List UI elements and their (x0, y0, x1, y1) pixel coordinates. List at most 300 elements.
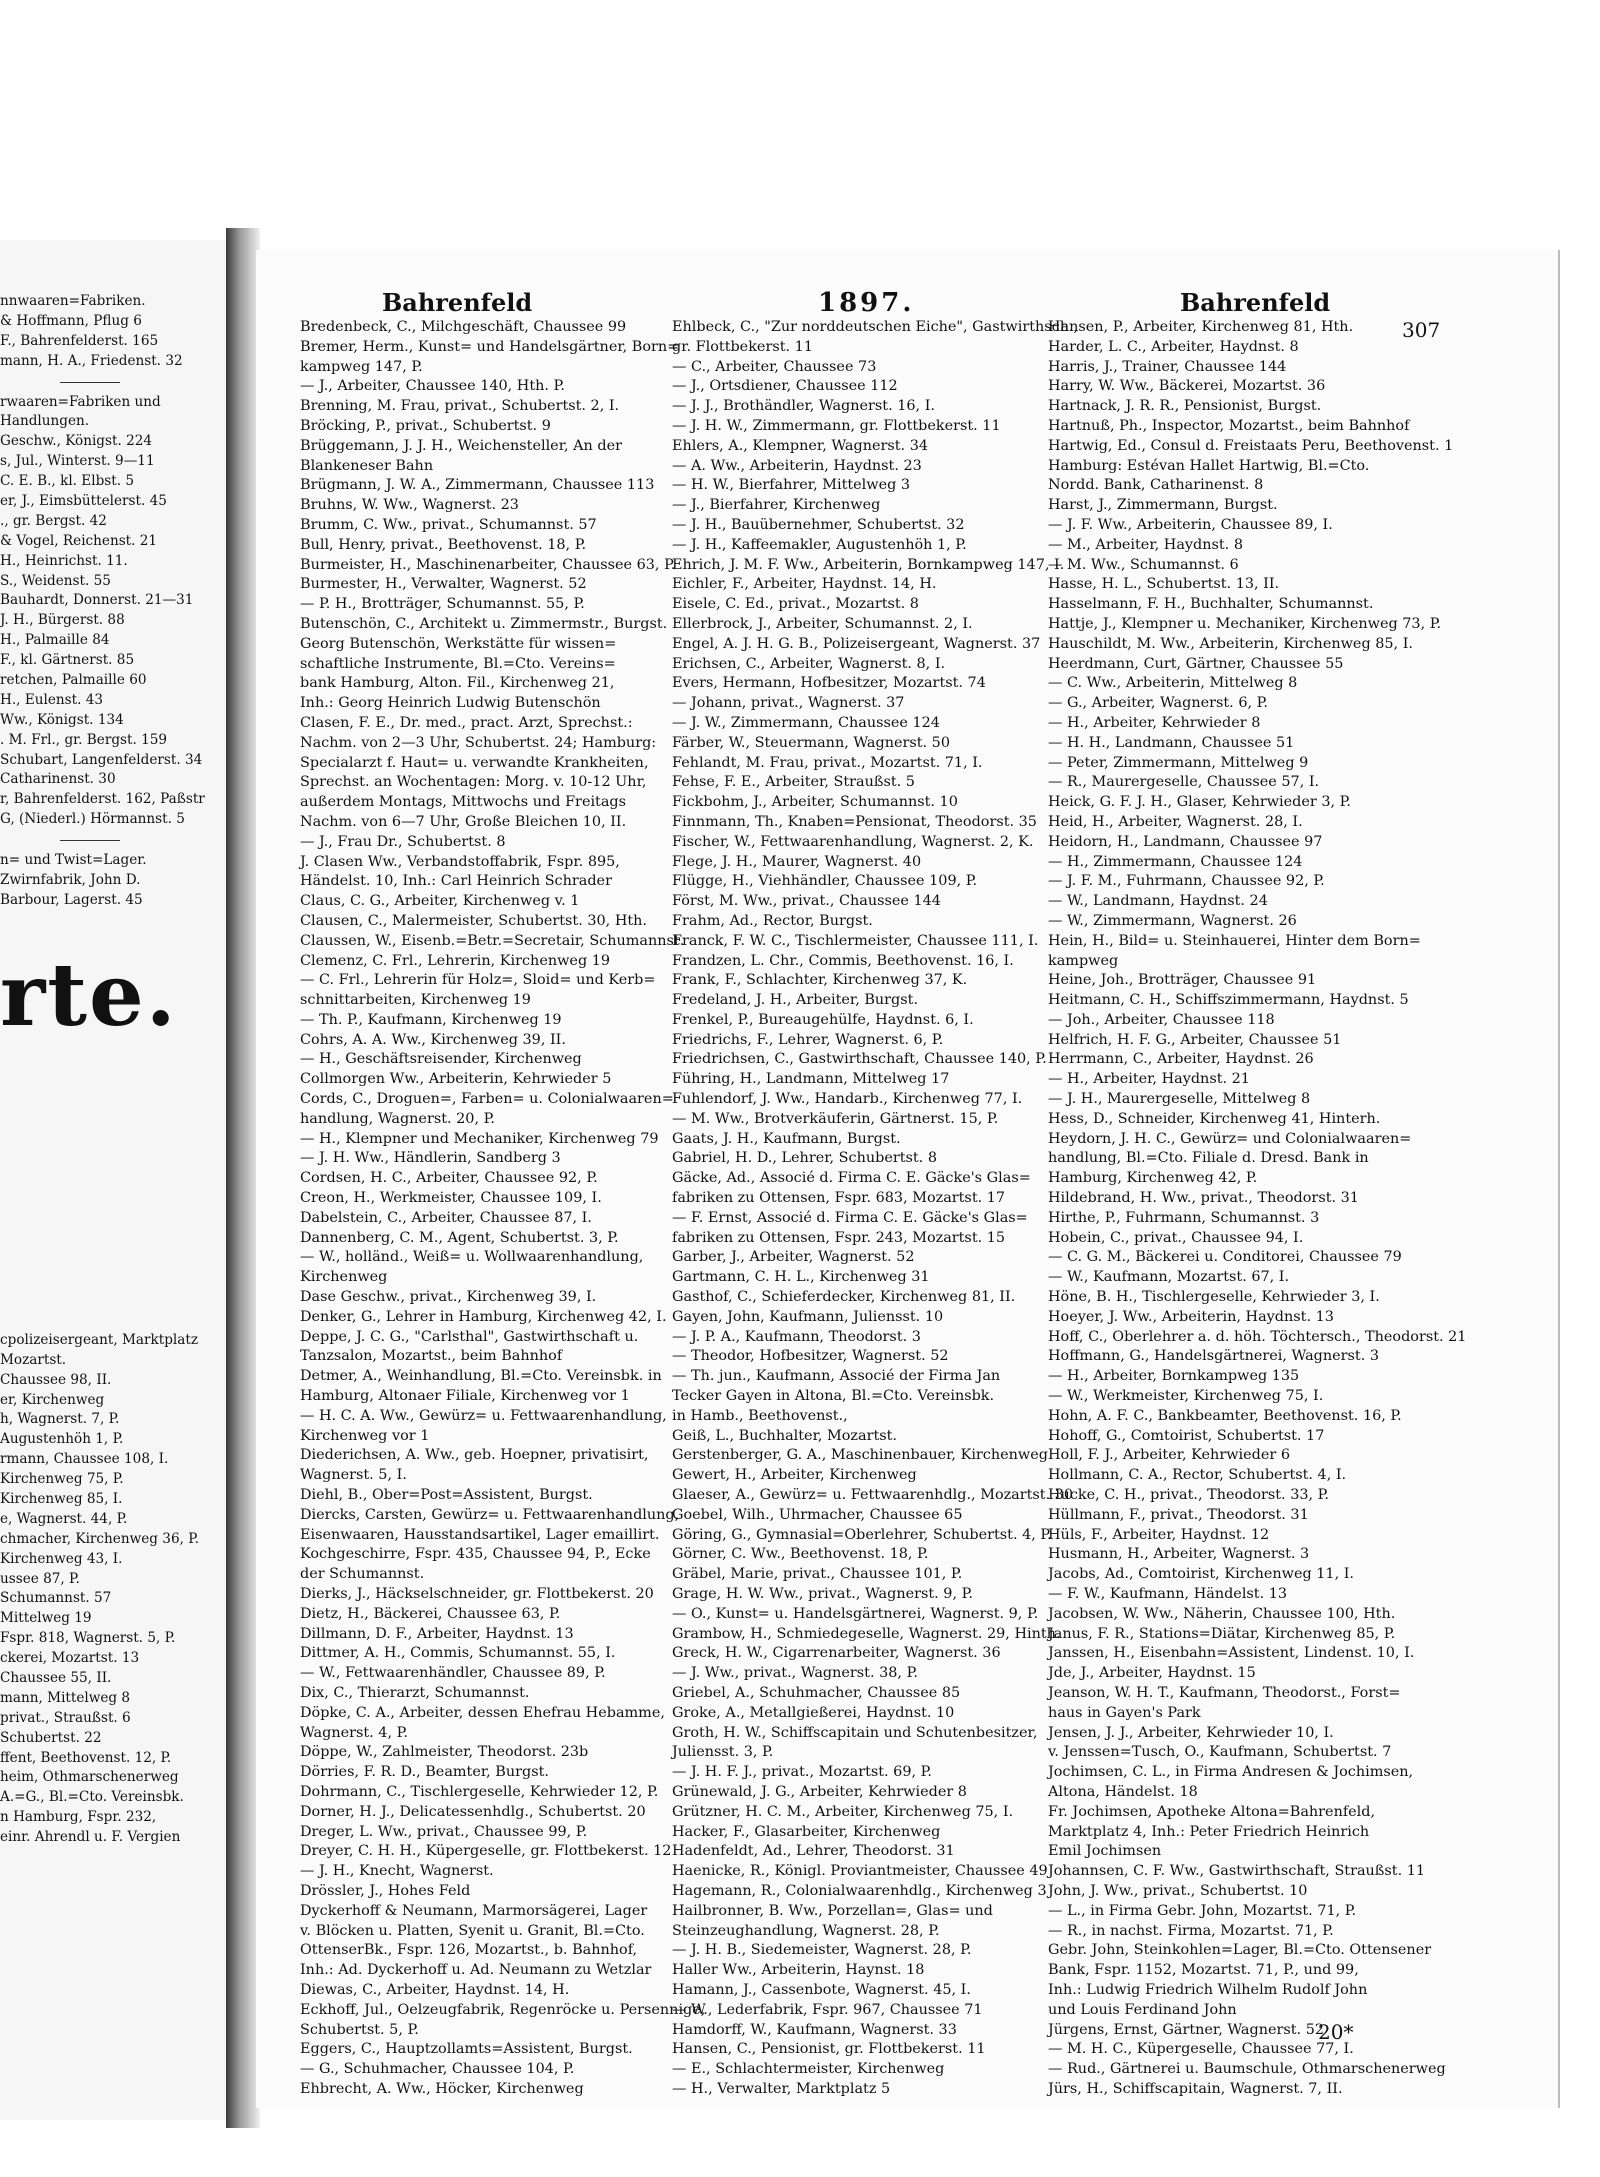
left-page-line: mann, Mittelweg 8 (0, 1689, 131, 1706)
directory-entry-line: Gartmann, C. H. L., Kirchenweg 31 (672, 1269, 930, 1286)
directory-entry-line: Gaats, J. H., Kaufmann, Burgst. (672, 1130, 901, 1147)
left-page-line: Mittelweg 19 (0, 1610, 92, 1627)
directory-entry-line: Heerdmann, Curt, Gärtner, Chaussee 55 (1048, 655, 1344, 672)
left-page-line: nnwaaren=Fabriken. (0, 293, 146, 309)
directory-entry-line: Griebel, A., Schuhmacher, Chaussee 85 (672, 1684, 961, 1701)
directory-entry-line: Hamburg: Estévan Hallet Hartwig, Bl.=Cto. (1048, 457, 1370, 474)
directory-entry-line: Cohrs, A. A. Ww., Kirchenweg 39, II. (300, 1031, 566, 1048)
directory-entry-line: Ehbrecht, A. Ww., Höcker, Kirchenweg (300, 2080, 584, 2097)
directory-entry-line: Höne, B. H., Tischlergeselle, Kehrwieder 3, I. (1048, 1289, 1380, 1306)
directory-entry-line: Brüggemann, J. J. H., Weichensteller, An der (300, 437, 622, 454)
left-page-line: G, (Niederl.) Hörmannst. 5 (0, 811, 185, 828)
directory-entry-line: Hess, D., Schneider, Kirchenweg 41, Hinterh. (1048, 1110, 1381, 1127)
directory-entry-line: Hasselmann, F. H., Buchhalter, Schumannst. (1048, 596, 1374, 613)
directory-entry-line: in Hamb., Beethovenst., (672, 1407, 848, 1424)
directory-entry-line: Bredenbeck, C., Milchgeschäft, Chaussee 99 (300, 319, 627, 335)
directory-entry-line: Hagemann, R., Colonialwaarenhdlg., Kirchenweg 3 (672, 1882, 1047, 1899)
directory-entry-line: Ellerbrock, J., Arbeiter, Schumannst. 2, I. (672, 615, 973, 632)
directory-entry-line: Hasse, H. L., Schubertst. 13, II. (1048, 576, 1280, 593)
directory-entry-line: Führing, H., Landmann, Mittelweg 17 (672, 1071, 950, 1088)
directory-entry-line: Dyckerhoff & Neumann, Marmorsägerei, Lager (300, 1902, 648, 1919)
directory-entry-line: Jochimsen, C. L., in Firma Andresen & Jochimsen, (1048, 1764, 1414, 1781)
directory-entry-line: Jacobsen, W. Ww., Näherin, Chaussee 100, Hth. (1048, 1605, 1396, 1622)
page-number: 307 (1402, 318, 1441, 342)
directory-entry-line: Franck, F. W. C., Tischlermeister, Chaussee 111, I. (672, 932, 1039, 949)
directory-entry-line: Fredeland, J. H., Arbeiter, Burgst. (672, 992, 919, 1009)
directory-entry-line: — E., Schlachtermeister, Kirchenweg (672, 2061, 945, 2078)
directory-entry-line: Hamdorff, W., Kaufmann, Wagnerst. 33 (672, 2021, 957, 2038)
directory-entry-line: Hartnack, J. R. R., Pensionist, Burgst. (1048, 398, 1322, 415)
directory-entry-line: Hirthe, P., Fuhrmann, Schumannst. 3 (1048, 1209, 1320, 1226)
left-page-line: Catharinenst. 30 (0, 771, 116, 788)
directory-entry-line: Grützner, H. C. M., Arbeiter, Kirchenweg 75, I. (672, 1803, 1014, 1820)
left-page-line: Kirchenweg 43, I. (0, 1550, 123, 1567)
directory-entry-line: Hamburg, Altonaer Filiale, Kirchenweg vor 1 (300, 1388, 630, 1405)
directory-entry-line: Brenning, M. Frau, privat., Schubertst. 2, I. (300, 398, 620, 415)
directory-entry-line: Heydorn, J. H. C., Gewürz= und Colonialwaaren= (1048, 1130, 1412, 1147)
directory-entry-line: Dörries, F. R. D., Beamter, Burgst. (300, 1764, 549, 1781)
directory-entry-line: Dierks, J., Häckselschneider, gr. Flottbekerst. 20 (300, 1586, 654, 1602)
directory-entry-line: — C. G. M., Bäckerei u. Conditorei, Chaussee 79 (1048, 1249, 1402, 1266)
directory-entry-line: Händelst. 10, Inh.: Carl Heinrich Schrader (300, 873, 612, 890)
directory-entry-line: — W., Landmann, Haydnst. 24 (1048, 893, 1268, 910)
directory-entry-line: Dorner, H. J., Delicatessenhdlg., Schubertst. 20 (300, 1803, 646, 1820)
left-page-line: Handlungen. (0, 413, 90, 430)
directory-entry-line: — C. Frl., Lehrerin für Holz=, Sloid= und Kerb= (300, 972, 656, 989)
directory-entry-line: — P. H., Brotträger, Schumannst. 55, P. (300, 596, 585, 613)
directory-entry-line: — F. Ernst, Associé d. Firma C. E. Gäcke's Glas= (672, 1209, 1028, 1226)
directory-entry-line: Nachm. von 2—3 Uhr, Schubertst. 24; Hamburg: (300, 734, 657, 751)
directory-entry-line: — J. Ww., privat., Wagnerst. 38, P. (672, 1665, 918, 1682)
directory-entry-line: — R., in nachst. Firma, Mozartst. 71, P. (1048, 1922, 1334, 1939)
directory-entry-line: Heitmann, C. H., Schiffszimmermann, Haydnst. 5 (1048, 992, 1409, 1009)
directory-entry-line: Döppe, W., Zahlmeister, Theodorst. 23b (300, 1744, 589, 1761)
directory-entry-line: — Th. jun., Kaufmann, Associé der Firma Jan (672, 1368, 1001, 1385)
directory-entry-line: — J. H. Ww., Händlerin, Sandberg 3 (300, 1150, 561, 1167)
left-page-line: ussee 87, P. (0, 1570, 80, 1587)
directory-entry-line: Hansen, P., Arbeiter, Kirchenweg 81, Hth. (1048, 319, 1354, 335)
directory-entry-line: fabriken zu Ottensen, Fspr. 243, Mozartst. 15 (672, 1229, 1006, 1246)
directory-entry-line: Engel, A. J. H. G. B., Polizeisergeant, Wagnerst. 37 (672, 635, 1041, 652)
directory-entry-line: Husmann, H., Arbeiter, Wagnerst. 3 (1048, 1546, 1310, 1563)
directory-entry-line: Eisele, C. Ed., privat., Mozartst. 8 (672, 596, 919, 613)
left-page-line: C. E. B., kl. Elbst. 5 (0, 473, 135, 490)
directory-entry-line: handlung, Bl.=Cto. Filiale d. Dresd. Bank in (1048, 1150, 1369, 1167)
directory-entry-line: Steinzeughandlung, Wagnerst. 28, P. (672, 1922, 940, 1939)
directory-entry-line: — H. W., Bierfahrer, Mittelweg 3 (672, 477, 911, 494)
directory-entry-line: Frank, F., Schlachter, Kirchenweg 37, K. (672, 972, 968, 989)
directory-entry-line: Fischer, W., Fettwaarenhandlung, Wagnerst. 2, K. (672, 833, 1034, 850)
directory-entry-line: Brumm, C. Ww., privat., Schumannst. 57 (300, 516, 597, 533)
left-page-line: ffent, Beethovenst. 12, P. (0, 1749, 172, 1766)
directory-entry-line: Göring, G., Gymnasial=Oberlehrer, Schubertst. 4, P. (672, 1526, 1052, 1543)
directory-entry-line: — J. J., Brothändler, Wagnerst. 16, I. (672, 398, 935, 415)
running-head-left: Bahrenfeld (382, 288, 533, 317)
directory-entry-line: Dix, C., Thierarzt, Schumannst. (300, 1684, 530, 1701)
left-page-divider (60, 840, 120, 841)
directory-entry-line: Gayen, John, Kaufmann, Juliensst. 10 (672, 1308, 944, 1325)
directory-entry-line: — A. Ww., Arbeiterin, Haydnst. 23 (672, 457, 922, 474)
directory-entry-line: Garber, J., Arbeiter, Wagnerst. 52 (672, 1249, 915, 1266)
left-page-line: H., Heinrichst. 11. (0, 552, 128, 569)
directory-entry-line: Fehlandt, M. Frau, privat., Mozartst. 71, I. (672, 754, 983, 771)
directory-entry-line: Gewert, H., Arbeiter, Kirchenweg (672, 1467, 917, 1484)
directory-entry-line: Fr. Jochimsen, Apotheke Altona=Bahrenfeld, (1048, 1803, 1376, 1820)
directory-entry-line: — J. H. W., Zimmermann, gr. Flottbekerst. 11 (672, 417, 1001, 434)
directory-entry-line: Greck, H. W., Cigarrenarbeiter, Wagnerst. 36 (672, 1645, 1001, 1662)
directory-entry-line: — G., Schuhmacher, Chaussee 104, P. (300, 2061, 575, 2078)
running-head-year: 1897. (818, 288, 915, 318)
directory-entry-line: haus in Gayen's Park (1048, 1704, 1201, 1721)
directory-entry-line: Nordd. Bank, Catharinenst. 8 (1048, 477, 1264, 494)
left-page-line: Bauhardt, Donnerst. 21—31 (0, 592, 194, 609)
signature-mark: 20* (1318, 2020, 1354, 2044)
directory-entry-line: Kochgeschirre, Fspr. 435, Chaussee 94, P., Ecke (300, 1546, 651, 1563)
directory-entry-line: Cords, C., Droguen=, Farben= u. Colonialwaaren= (300, 1091, 674, 1108)
directory-entry-line: Goebel, Wilh., Uhrmacher, Chaussee 65 (672, 1506, 963, 1523)
directory-entry-line: Hadenfeldt, Ad., Lehrer, Theodorst. 31 (672, 1843, 955, 1860)
directory-entry-line: Herrmann, C., Arbeiter, Haydnst. 26 (1048, 1051, 1314, 1068)
directory-entry-line: Fehse, F. E., Arbeiter, Straußst. 5 (672, 774, 915, 791)
directory-entry-line: Först, M. Ww., privat., Chaussee 144 (672, 893, 941, 910)
directory-entry-line: Kirchenweg (300, 1269, 388, 1286)
directory-entry-line: — M., Arbeiter, Haydnst. 8 (1048, 536, 1243, 553)
directory-entry-line: — M. Ww., Schumannst. 6 (1048, 556, 1239, 573)
directory-entry-line: — M. H. C., Küpergeselle, Chaussee 77, I. (1048, 2041, 1354, 2058)
directory-entry-line: — H., Klempner und Mechaniker, Kirchenweg 79 (300, 1130, 659, 1147)
directory-entry-line: Hamann, J., Cassenbote, Wagnerst. 45, I. (672, 1981, 971, 1998)
directory-entry-line: — H. H., Landmann, Chaussee 51 (1048, 734, 1295, 751)
left-page-line: Augustenhöh 1, P. (0, 1431, 124, 1448)
left-page-line: einr. Ahrendl u. F. Vergien (0, 1829, 181, 1846)
left-page-line: Mozartst. (0, 1351, 67, 1368)
directory-entry-line: Hüllmann, F., privat., Theodorst. 31 (1048, 1506, 1309, 1523)
left-page-line: rmann, Chaussee 108, I. (0, 1451, 169, 1468)
directory-entry-line: Grünewald, J. G., Arbeiter, Kehrwieder 8 (672, 1783, 967, 1800)
directory-entry-line: — J. H., Bauübernehmer, Schubertst. 32 (672, 516, 965, 533)
directory-entry-line: Inh.: Ludwig Friedrich Wilhelm Rudolf John (1048, 1981, 1368, 1998)
directory-entry-line: — H., Arbeiter, Bornkampweg 135 (1048, 1368, 1300, 1385)
directory-entry-line: Janssen, H., Eisenbahn=Assistent, Lindenst. 10, I. (1048, 1645, 1415, 1662)
directory-entry-line: Tanzsalon, Mozartst., beim Bahnhof (300, 1348, 563, 1365)
directory-entry-line: Denker, G., Lehrer in Hamburg, Kirchenweg 42, I. (300, 1308, 667, 1325)
directory-entry-line: — H., Arbeiter, Kehrwieder 8 (1048, 714, 1261, 731)
directory-entry-line: — H., Verwalter, Marktplatz 5 (672, 2080, 891, 2097)
left-page-text (0, 292, 228, 1848)
directory-column-3 (1048, 318, 1467, 2100)
directory-entry-line: — J. H., Kaffeemakler, Augustenhöh 1, P. (672, 536, 967, 553)
directory-entry-line: J. Clasen Ww., Verbandstoffabrik, Fspr. 895, (300, 853, 620, 870)
directory-entry-line: Döpke, C. A., Arbeiter, dessen Ehefrau Hebamme, (300, 1704, 665, 1721)
directory-entry-line: gr. Flottbekerst. 11 (672, 338, 813, 355)
directory-entry-line: Friedrichsen, C., Gastwirthschaft, Chaussee 140, P. (672, 1051, 1047, 1068)
directory-entry-line: Hoeyer, J. Ww., Arbeiterin, Haydnst. 13 (1048, 1308, 1334, 1325)
directory-entry-line: — J., Arbeiter, Chaussee 140, Hth. P. (300, 378, 565, 395)
directory-entry-line: Hollmann, C. A., Rector, Schubertst. 4, I. (1048, 1467, 1347, 1484)
directory-entry-line: Dittmer, A. H., Commis, Schumannst. 55, I. (300, 1645, 616, 1662)
directory-entry-line: Hildebrand, H. Ww., privat., Theodorst. 31 (1048, 1190, 1359, 1207)
directory-entry-line: Cordsen, H. C., Arbeiter, Chaussee 92, P. (300, 1170, 598, 1187)
left-page-line: Chaussee 55, II. (0, 1669, 112, 1686)
left-page-line: chmacher, Kirchenweg 36, P. (0, 1530, 199, 1547)
left-page-line: rwaaren=Fabriken und (0, 393, 161, 410)
directory-entry-line: Clausen, C., Malermeister, Schubertst. 30, Hth. (300, 912, 648, 929)
directory-entry-line: Gebr. John, Steinkohlen=Lager, Bl.=Cto. Ottensener (1048, 1942, 1432, 1959)
directory-entry-line: Haller Ww., Arbeiterin, Haynst. 18 (672, 1962, 925, 1979)
directory-entry-line: Hamburg, Kirchenweg 42, P. (1048, 1170, 1258, 1187)
directory-entry-line: Jürgens, Ernst, Gärtner, Wagnerst. 52 (1048, 2021, 1325, 2038)
directory-entry-line: — O., Kunst= u. Handelsgärtnerei, Wagnerst. 9, P. (672, 1605, 1039, 1622)
directory-entry-line: Grage, H. W. Ww., privat., Wagnerst. 9, P. (672, 1586, 973, 1602)
running-head-right: Bahrenfeld (1180, 288, 1331, 317)
directory-entry-line: — J., Frau Dr., Schubertst. 8 (300, 833, 506, 850)
directory-entry-line: — H., Zimmermann, Chaussee 124 (1048, 853, 1303, 870)
directory-entry-line: Evers, Hermann, Hofbesitzer, Mozartst. 74 (672, 675, 986, 692)
left-page-line: h, Wagnerst. 7, P. (0, 1411, 120, 1428)
directory-entry-line: Flügge, H., Viehhändler, Chaussee 109, P. (672, 873, 978, 890)
left-page-line: Schumannst. 57 (0, 1590, 112, 1607)
directory-entry-line: Blankeneser Bahn (300, 457, 434, 474)
directory-entry-line: Dreyer, C. H. H., Küpergeselle, gr. Flottbekerst. 12 (300, 1843, 672, 1860)
directory-entry-line: Jensen, J. J., Arbeiter, Kehrwieder 10, I. (1048, 1724, 1334, 1741)
directory-entry-line: Frahm, Ad., Rector, Burgst. (672, 912, 873, 929)
directory-entry-line: Ehrich, J. M. F. Ww., Arbeiterin, Bornkampweg 147, I. (672, 556, 1065, 573)
directory-entry-line: Eggers, C., Hauptzollamts=Assistent, Burgst. (300, 2041, 633, 2058)
directory-entry-line: Diehl, B., Ober=Post=Assistent, Burgst. (300, 1487, 593, 1504)
directory-entry-line: Gräbel, Marie, privat., Chaussee 101, P. (672, 1566, 963, 1583)
directory-entry-line: — W., holländ., Weiß= u. Wollwaarenhandlung, (300, 1249, 644, 1266)
directory-entry-line: Harris, J., Trainer, Chaussee 144 (1048, 358, 1287, 375)
left-page-line: r, Bahrenfelderst. 162, Paßstr (0, 791, 205, 808)
directory-entry-line: Wagnerst. 5, I. (300, 1467, 407, 1484)
directory-entry-line: Diewas, C., Arbeiter, Haydnst. 14, H. (300, 1981, 570, 1998)
directory-entry-line: John, J. Ww., privat., Schubertst. 10 (1048, 1882, 1308, 1899)
directory-entry-line: — W., Kaufmann, Mozartst. 67, I. (1048, 1269, 1290, 1286)
directory-entry-line: — Joh., Arbeiter, Chaussee 118 (1048, 1011, 1275, 1028)
directory-entry-line: — W., Fettwaarenhändler, Chaussee 89, P. (300, 1665, 606, 1682)
directory-entry-line: Hüls, F., Arbeiter, Haydnst. 12 (1048, 1526, 1270, 1543)
directory-entry-line: — H., Arbeiter, Haydnst. 21 (1048, 1071, 1250, 1088)
directory-entry-line: Janus, F. R., Stations=Diätar, Kirchenweg 85, P. (1048, 1625, 1396, 1642)
directory-entry-line: Brügmann, J. W. A., Zimmermann, Chaussee 113 (300, 477, 655, 494)
directory-entry-line: Inh.: Georg Heinrich Ludwig Butenschön (300, 695, 601, 712)
left-page-line: n Hamburg, Fspr. 232, (0, 1809, 157, 1826)
left-page-line: e, Wagnerst. 44, P. (0, 1510, 128, 1527)
directory-entry-line: Gabriel, H. D., Lehrer, Schubertst. 8 (672, 1150, 937, 1167)
book-gutter (226, 228, 260, 2128)
directory-entry-line: Heick, G. F. J. H., Glaser, Kehrwieder 3, P. (1048, 794, 1352, 811)
directory-entry-line: Deppe, J. C. G., "Carlsthal", Gastwirthschaft u. (300, 1328, 639, 1345)
directory-entry-line: — Theodor, Hofbesitzer, Wagnerst. 52 (672, 1348, 949, 1365)
directory-entry-line: Dreger, L. Ww., privat., Chaussee 99, P. (300, 1823, 588, 1840)
directory-entry-line: Diederichsen, A. Ww., geb. Hoepner, privatisirt, (300, 1447, 649, 1464)
left-page-line: F., kl. Gärtnerst. 85 (0, 652, 135, 669)
directory-entry-line: — Johann, privat., Wagnerst. 37 (672, 695, 905, 712)
directory-entry-line: Hartwig, Ed., Consul d. Freistaats Peru, Beethovenst. 1 (1048, 437, 1454, 454)
left-page-line: H., Palmaille 84 (0, 632, 110, 649)
directory-entry-line: Heidorn, H., Landmann, Chaussee 97 (1048, 833, 1323, 850)
directory-entry-line: außerdem Montags, Mittwochs und Freitags (300, 794, 627, 811)
left-page-line: Barbour, Lagerst. 45 (0, 891, 143, 908)
directory-entry-line: — H., Geschäftsreisender, Kirchenweg (300, 1051, 582, 1068)
directory-entry-line: Dohrmann, C., Tischlergeselle, Kehrwieder 12, P. (300, 1783, 659, 1800)
directory-entry-line: Färber, W., Steuermann, Wagnerst. 50 (672, 734, 950, 751)
directory-entry-line: Jeanson, W. H. T., Kaufmann, Theodorst., Forst= (1048, 1684, 1401, 1701)
directory-entry-line: — W., Lederfabrik, Fspr. 967, Chaussee 71 (672, 2001, 983, 2018)
directory-entry-line: Frenkel, P., Bureaugehülfe, Haydnst. 6, I. (672, 1011, 974, 1028)
directory-entry-line: Hartnuß, Ph., Inspector, Mozartst., beim Bahnhof (1048, 417, 1410, 434)
directory-entry-line: — M. Ww., Brotverkäuferin, Gärtnerst. 15, P. (672, 1110, 999, 1127)
directory-entry-line: OttenserBk., Fspr. 126, Mozartst., b. Bahnhof, (300, 1942, 638, 1959)
directory-entry-line: schnittarbeiten, Kirchenweg 19 (300, 992, 531, 1009)
directory-entry-line: — Th. P., Kaufmann, Kirchenweg 19 (300, 1011, 562, 1028)
directory-entry-line: Burmester, H., Verwalter, Wagnerst. 52 (300, 576, 587, 593)
directory-entry-line: Bremer, Herm., Kunst= und Handelsgärtner, Born= (300, 338, 680, 355)
left-page-line: Zwirnfabrik, John D. (0, 872, 141, 889)
left-page-line: privat., Straußst. 6 (0, 1709, 131, 1726)
directory-entry-line: kampweg 147, P. (300, 358, 423, 375)
directory-entry-line: Inh.: Ad. Dyckerhoff u. Ad. Neumann zu Wetzlar (300, 1962, 652, 1979)
directory-entry-line: Hansen, C., Pensionist, gr. Flottbekerst. 11 (672, 2041, 986, 2058)
directory-entry-line: Hobein, C., privat., Chaussee 94, I. (1048, 1229, 1304, 1246)
directory-entry-line: Gerstenberger, G. A., Maschinenbauer, Kirchenweg (672, 1447, 1048, 1464)
directory-entry-line: Harst, J., Zimmermann, Burgst. (1048, 497, 1278, 514)
directory-entry-line: Hohoff, G., Comtoirist, Schubertst. 17 (1048, 1427, 1325, 1444)
directory-entry-line: Heid, H., Arbeiter, Wagnerst. 28, I. (1048, 813, 1303, 830)
directory-entry-line: — J. F. M., Fuhrmann, Chaussee 92, P. (1048, 873, 1325, 890)
directory-entry-line: Eckhoff, Jul., Oelzeugfabrik, Regenröcke u. Persennige, (300, 2001, 706, 2018)
left-page-line: Kirchenweg 75, P. (0, 1471, 124, 1488)
directory-entry-line: — W., Werkmeister, Kirchenweg 75, I. (1048, 1388, 1324, 1405)
directory-entry-line: — J. H. B., Siedemeister, Wagnerst. 28, P. (672, 1942, 972, 1959)
directory-entry-line: — J. H., Knecht, Wagnerst. (300, 1863, 494, 1880)
directory-entry-line: — J. F. Ww., Arbeiterin, Chaussee 89, I. (1048, 516, 1333, 533)
directory-entry-line: Grambow, H., Schmiedegeselle, Wagnerst. 29, Hinth. (672, 1625, 1061, 1642)
directory-entry-line: Frandzen, L. Chr., Commis, Beethovenst. 16, I. (672, 952, 1014, 969)
directory-entry-line: Diercks, Carsten, Gewürz= u. Fettwaarenhandlung, (300, 1506, 680, 1523)
directory-entry-line: Dietz, H., Bäckerei, Chaussee 63, P. (300, 1605, 561, 1622)
left-page-line: & Vogel, Reichenst. 21 (0, 532, 158, 549)
left-page-line: Kirchenweg 85, I. (0, 1490, 123, 1507)
directory-entry-line: Burmeister, H., Maschinenarbeiter, Chaussee 63, P. (300, 556, 676, 573)
left-page-line: Ww., Königst. 134 (0, 711, 124, 728)
left-page-line: cpolizeisergeant, Marktplatz (0, 1331, 198, 1348)
directory-entry-line: Görner, C. Ww., Beethovenst. 18, P. (672, 1546, 929, 1563)
directory-entry-line: — C. Ww., Arbeiterin, Mittelweg 8 (1048, 675, 1298, 692)
left-page-line: J. H., Bürgerst. 88 (0, 612, 125, 629)
directory-entry-line: — J. H., Maurergeselle, Mittelweg 8 (1048, 1091, 1311, 1108)
directory-entry-line: kampweg (1048, 952, 1119, 969)
left-page-line: ckerei, Mozartst. 13 (0, 1650, 140, 1667)
directory-entry-line: — C., Arbeiter, Chaussee 73 (672, 358, 877, 375)
directory-entry-line: Jacobs, Ad., Comtoirist, Kirchenweg 11, I. (1048, 1566, 1354, 1583)
directory-entry-line: Collmorgen Ww., Arbeiterin, Kehrwieder 5 (300, 1071, 612, 1088)
directory-entry-line: Claussen, W., Eisenb.=Betr.=Secretair, Schumannst. (300, 932, 685, 949)
directory-entry-line: Dannenberg, C. M., Agent, Schubertst. 3, P. (300, 1229, 619, 1246)
directory-entry-line: Bröcking, P., privat., Schubertst. 9 (300, 417, 551, 434)
left-page-line: mann, H. A., Friedenst. 32 (0, 352, 183, 369)
directory-entry-line: Tecker Gayen in Altona, Bl.=Cto. Vereinsbk. (672, 1388, 995, 1405)
left-page-divider (60, 382, 120, 383)
directory-entry-line: — J., Bierfahrer, Kirchenweg (672, 497, 881, 514)
directory-entry-line: Haenicke, R., Königl. Proviantmeister, Chaussee 49 (672, 1863, 1048, 1880)
directory-entry-line: Glaeser, A., Gewürz= u. Fettwaarenhdlg., Mozartst. 30 (672, 1487, 1074, 1504)
left-page-line: S., Weidenst. 55 (0, 572, 111, 589)
left-page-line: er, Kirchenweg (0, 1391, 105, 1408)
directory-entry-line: Helfrich, H. F. G., Arbeiter, Chaussee 51 (1048, 1031, 1342, 1048)
directory-entry-line: v. Blöcken u. Platten, Syenit u. Granit, Bl.=Cto. (300, 1922, 645, 1939)
directory-entry-line: Hacker, F., Glasarbeiter, Kirchenweg (672, 1823, 941, 1840)
directory-entry-line: Clemenz, C. Frl., Lehrerin, Kirchenweg 19 (300, 952, 611, 969)
directory-entry-line: — J. H. F. J., privat., Mozartst. 69, P. (672, 1764, 932, 1781)
directory-entry-line: handlung, Wagnerst. 20, P. (300, 1110, 495, 1127)
left-page-line: H., Eulenst. 43 (0, 691, 104, 708)
directory-entry-line: Hoffmann, G., Handelsgärtnerei, Wagnerst. 3 (1048, 1348, 1380, 1365)
left-page-line: heim, Othmarschenerweg (0, 1769, 179, 1786)
directory-entry-line: Claus, C. G., Arbeiter, Kirchenweg v. 1 (300, 893, 580, 910)
directory-entry-line: Marktplatz 4, Inh.: Peter Friedrich Heinrich (1048, 1823, 1370, 1840)
directory-entry-line: Bull, Henry, privat., Beethovenst. 18, P. (300, 536, 587, 553)
directory-entry-line: — F. W., Kaufmann, Händelst. 13 (1048, 1586, 1288, 1602)
left-page-line: Geschw., Königst. 224 (0, 433, 153, 450)
directory-entry-line: Kirchenweg vor 1 (300, 1427, 430, 1444)
directory-entry-line: Fickbohm, J., Arbeiter, Schumannst. 10 (672, 794, 958, 811)
directory-entry-line: schaftliche Instrumente, Bl.=Cto. Vereins= (300, 655, 616, 672)
directory-entry-line: Altona, Händelst. 18 (1048, 1783, 1198, 1800)
left-page-line: ., gr. Bergst. 42 (0, 512, 107, 529)
directory-entry-line: Hattje, J., Klempner u. Mechaniker, Kirchenweg 73, P. (1048, 615, 1442, 632)
directory-entry-line: Gäcke, Ad., Associé d. Firma C. E. Gäcke's Glas= (672, 1170, 1031, 1187)
directory-entry-line: Ehlbeck, C., "Zur norddeutschen Eiche", Gastwirthsch., (672, 319, 1079, 335)
directory-entry-line: — L., in Firma Gebr. John, Mozartst. 71, P. (1048, 1902, 1357, 1919)
left-page-line: & Hoffmann, Pflug 6 (0, 312, 142, 329)
directory-entry-line: Bruhns, W. Ww., Wagnerst. 23 (300, 497, 519, 514)
directory-entry-line: bank Hamburg, Alton. Fil., Kirchenweg 21, (300, 675, 615, 692)
left-page-line: Fspr. 818, Wagnerst. 5, P. (0, 1630, 176, 1647)
directory-entry-line: Eisenwaaren, Hausstandsartikel, Lager emaillirt. (300, 1526, 660, 1543)
left-page-line: retchen, Palmaille 60 (0, 672, 147, 689)
directory-entry-line: Schubertst. 5, P. (300, 2021, 419, 2038)
directory-entry-line: Groke, A., Metallgießerei, Haydnst. 10 (672, 1704, 955, 1721)
left-page-line: Schubertst. 22 (0, 1729, 102, 1746)
directory-column-2 (672, 318, 1079, 2100)
directory-entry-line: Hauschildt, M. Ww., Arbeiterin, Kirchenweg 85, I. (1048, 635, 1413, 652)
directory-entry-line: — J. P. A., Kaufmann, Theodorst. 3 (672, 1328, 921, 1345)
directory-entry-line: Bank, Fspr. 1152, Mozartst. 71, P., und 99, (1048, 1962, 1359, 1979)
left-page-line: A.=G., Bl.=Cto. Vereinsbk. (0, 1789, 184, 1806)
directory-entry-line: Specialarzt f. Haut= u. verwandte Krankheiten, (300, 754, 649, 771)
directory-entry-line: — Rud., Gärtnerei u. Baumschule, Othmarschenerweg (1048, 2061, 1446, 2078)
directory-entry-line: Jde, J., Arbeiter, Haydnst. 15 (1048, 1665, 1256, 1682)
directory-entry-line: Groth, H. W., Schiffscapitain und Schutenbesitzer, (672, 1724, 1038, 1741)
left-page-line: F., Bahrenfelderst. 165 (0, 332, 159, 349)
directory-entry-line: Holl, F. J., Arbeiter, Kehrwieder 6 (1048, 1447, 1290, 1464)
directory-entry-line: Ehlers, A., Klempner, Wagnerst. 34 (672, 437, 929, 454)
directory-entry-line: — H. C. A. Ww., Gewürz= u. Fettwaarenhandlung, (300, 1407, 667, 1424)
directory-entry-line: Flege, J. H., Maurer, Wagnerst. 40 (672, 853, 922, 870)
directory-entry-line: — J. W., Zimmermann, Chaussee 124 (672, 714, 940, 731)
directory-entry-line: Dillmann, D. F., Arbeiter, Haydnst. 13 (300, 1625, 574, 1642)
directory-entry-line: Clasen, F. E., Dr. med., pract. Arzt, Sprechst.: (300, 714, 633, 731)
directory-entry-line: fabriken zu Ottensen, Fspr. 683, Mozartst. 17 (672, 1190, 1006, 1207)
directory-entry-line: Georg Butenschön, Werkstätte für wissen= (300, 635, 617, 652)
directory-entry-line: Nachm. von 6—7 Uhr, Große Bleichen 10, II. (300, 813, 627, 830)
directory-entry-line: — W., Zimmermann, Wagnerst. 26 (1048, 912, 1297, 929)
directory-entry-line: Gasthof, C., Schieferdecker, Kirchenweg 81, II. (672, 1289, 1016, 1306)
left-page-line: er, J., Eimsbüttelerst. 45 (0, 493, 167, 510)
directory-entry-line: Harry, W. Ww., Bäckerei, Mozartst. 36 (1048, 378, 1326, 395)
directory-entry-line: Hailbronner, B. Ww., Porzellan=, Glas= und (672, 1902, 993, 1919)
